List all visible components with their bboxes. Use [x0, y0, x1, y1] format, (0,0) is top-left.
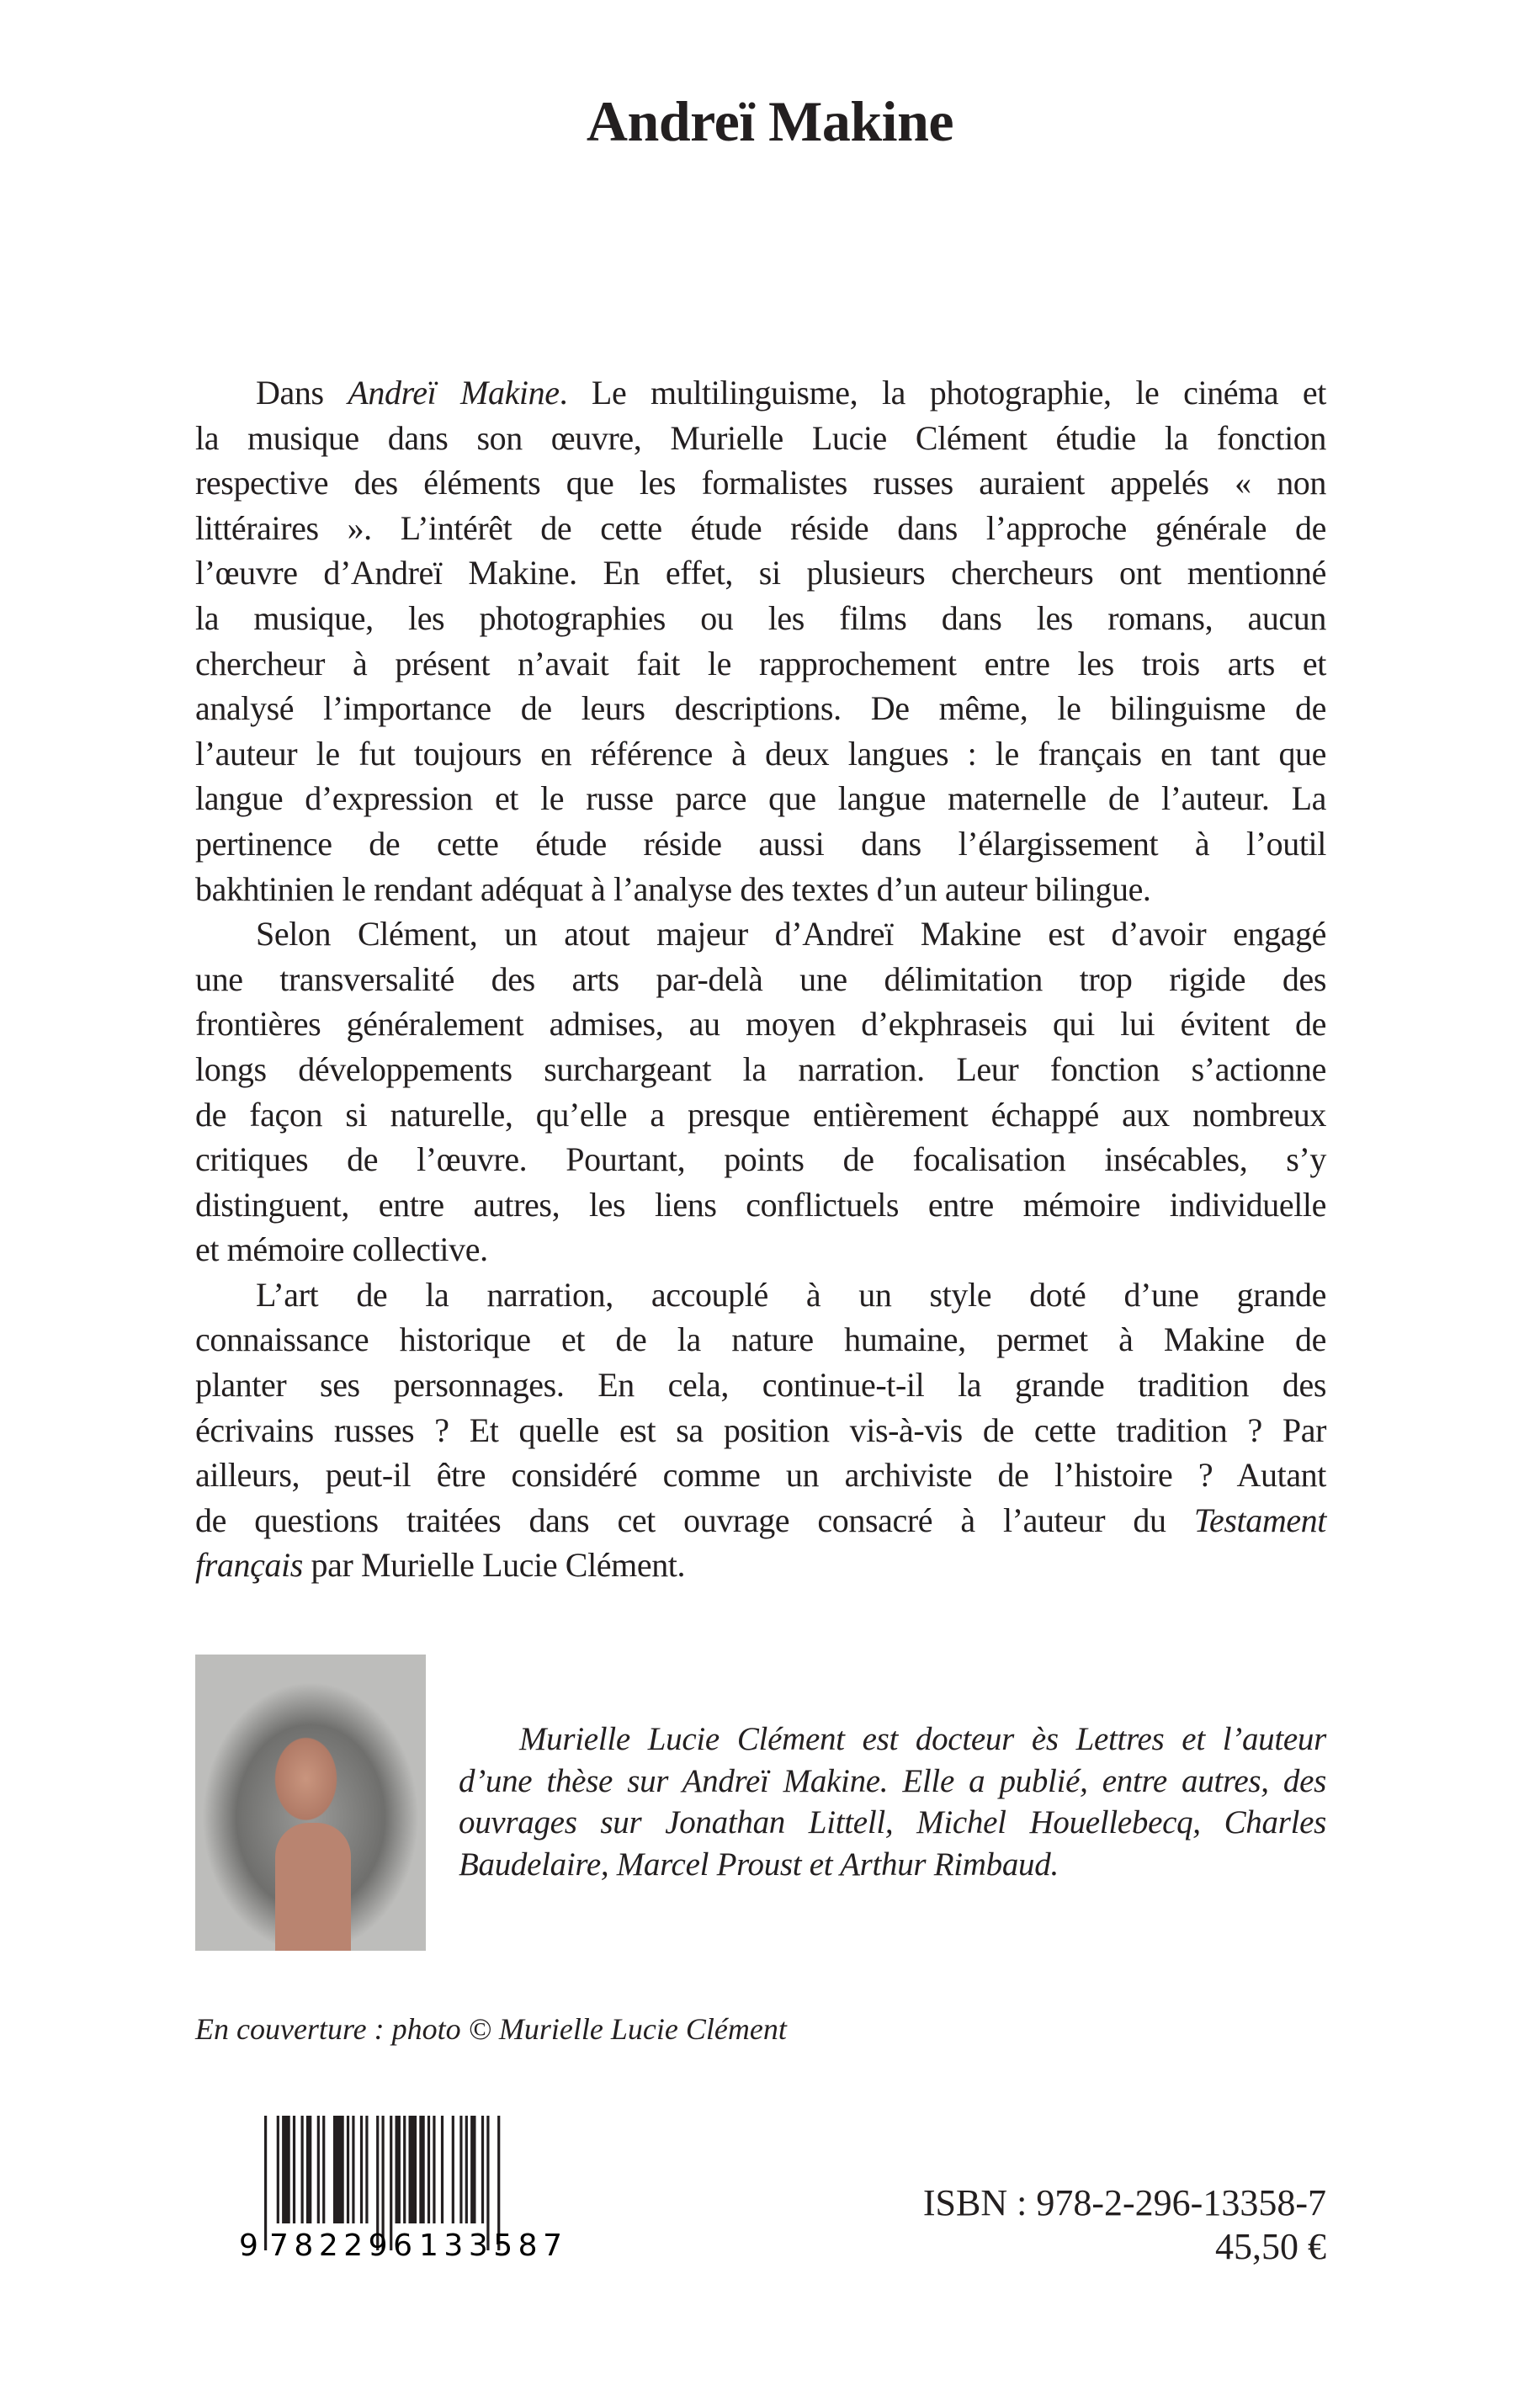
summary-line: l’œuvre d’Andreï Makine. En effet, si plusieurs chercheurs ont mentionné	[195, 554, 1326, 592]
barcode-bar	[452, 2116, 454, 2223]
barcode-bar	[293, 2116, 295, 2223]
barcode-bar	[333, 2116, 344, 2223]
barcode-bar	[465, 2116, 468, 2223]
summary-line: critiques de l’œuvre. Pourtant, points de focalisation insécables, s’y	[195, 1140, 1326, 1179]
barcode-bar	[427, 2116, 430, 2223]
barcode-bar	[481, 2116, 484, 2223]
barcode-bar	[322, 2116, 325, 2223]
summary-line: Selon Clément, un atout majeur d’Andreï Makine est d’avoir engagé	[256, 915, 1326, 953]
italic-title: Andreï Makine	[348, 374, 560, 412]
barcode-digit-first: 9	[239, 2228, 258, 2259]
isbn: ISBN : 978-2-296-13358-7	[922, 2182, 1326, 2223]
barcode-bar	[306, 2116, 311, 2223]
barcode-bar	[459, 2116, 462, 2223]
barcode-bar	[301, 2116, 304, 2223]
summary-line	[195, 370, 1326, 416]
barcode-bar	[441, 2116, 443, 2223]
summary-line	[195, 1543, 1326, 1588]
summary-line: connaissance historique et de la nature humaine, permet à Makine de	[195, 1320, 1326, 1359]
bio-line: ouvrages sur Jonathan Littell, Michel Houellebecq, Charles	[459, 1804, 1326, 1841]
summary-line: frontières généralement admises, au moyen d’ekphraseis qui lui évitent de	[195, 1005, 1326, 1044]
barcode-bar	[317, 2116, 320, 2223]
text-segment: . Le multilinguisme, la photographie, le cinéma et	[559, 374, 1327, 412]
summary-line: respective des éléments que les formalistes russes auraient appelés « non	[195, 464, 1326, 502]
summary-line: ailleurs, peut-il être considéré comme un archiviste de l’histoire ? Autant	[195, 1456, 1326, 1495]
bio-line: Baudelaire, Marcel Proust et Arthur Rimbaud.	[459, 1846, 1059, 1883]
barcode-bar	[365, 2116, 368, 2223]
barcode-bar	[264, 2116, 267, 2250]
text-segment: de questions traitées dans cet ouvrage consacré à l’auteur du	[195, 1501, 1194, 1539]
book-title: Andreï Makine	[586, 89, 954, 153]
italic-title: français	[195, 1546, 303, 1585]
barcode-bar	[360, 2116, 363, 2223]
price: 45,50 €	[1215, 2226, 1326, 2267]
barcode-bar	[403, 2116, 406, 2223]
bio-line: d’une thèse sur Andreï Makine. Elle a publié, entre autres, des	[459, 1762, 1326, 1799]
barcode-digits-left: 782296	[269, 2228, 412, 2259]
summary-line: langue d’expression et le russe parce que langue maternelle de l’auteur. La	[195, 779, 1326, 818]
summary-line: pertinence de cette étude réside aussi dans l’élargissement à l’outil	[195, 824, 1326, 863]
italic-title: Testament	[1193, 1501, 1326, 1539]
barcode-digits-right: 133587	[419, 2228, 562, 2259]
barcode-bar	[419, 2116, 424, 2223]
summary-line: L’art de la narration, accouplé à un style doté d’une grande	[256, 1275, 1326, 1314]
barcode-bar	[470, 2116, 475, 2223]
bio-line: Murielle Lucie Clément est docteur ès Lettres et l’auteur	[519, 1721, 1326, 1757]
summary-line: planter ses personnages. En cela, continue-t-il la grande tradition des	[195, 1366, 1326, 1405]
barcode-bar	[409, 2116, 417, 2223]
summary-line: la musique dans son œuvre, Murielle Lucie Clément étudie la fonction	[195, 418, 1326, 457]
author-bio	[459, 1718, 1326, 1885]
text-segment: Dans	[256, 374, 348, 412]
barcode-bar	[433, 2116, 435, 2223]
summary-line: littéraires ». L’intérêt de cette étude réside dans l’approche générale de	[195, 508, 1326, 547]
barcode-bar	[277, 2116, 279, 2223]
summary-line: distinguent, entre autres, les liens conflictuels entre mémoire individuelle	[195, 1185, 1326, 1224]
summary-line: la musique, les photographies ou les films dans les romans, aucun	[195, 598, 1326, 637]
cover-credit: En couverture : photo © Murielle Lucie Clément	[195, 2012, 787, 2046]
summary-line: analysé l’importance de leurs descriptions. De même, le bilinguisme de	[195, 689, 1326, 728]
barcode-bar	[347, 2116, 349, 2223]
summary-line: et mémoire collective.	[195, 1230, 488, 1269]
barcode-bar	[396, 2116, 401, 2223]
barcode-bar	[390, 2116, 392, 2250]
author-photo	[195, 1655, 426, 1951]
summary-line: bakhtinien le rendant adéquat à l’analyse des textes d’un auteur bilingue.	[195, 869, 1151, 908]
barcode-bar	[282, 2116, 290, 2223]
summary-line: une transversalité des arts par-delà une délimitation trop rigide des	[195, 959, 1326, 998]
summary-line: longs développements surchargeant la narration. Leur fonction s’actionne	[195, 1049, 1326, 1088]
summary-line	[195, 1498, 1326, 1543]
summary-line: l’auteur le fut toujours en référence à deux langues : le français en tant que	[195, 734, 1326, 773]
text-segment: par Murielle Lucie Clément.	[302, 1546, 686, 1585]
summary-line: chercheur à présent n’avait fait le rapprochement entre les trois arts et	[195, 644, 1326, 683]
summary-text	[195, 370, 1326, 1588]
barcode-bar	[352, 2116, 354, 2223]
barcode	[236, 2116, 581, 2259]
summary-line: de façon si naturelle, qu’elle a presque entièrement échappé aux nombreux	[195, 1095, 1326, 1134]
summary-line: écrivains russes ? Et quelle est sa position vis-à-vis de cette tradition ? Par	[195, 1410, 1326, 1449]
